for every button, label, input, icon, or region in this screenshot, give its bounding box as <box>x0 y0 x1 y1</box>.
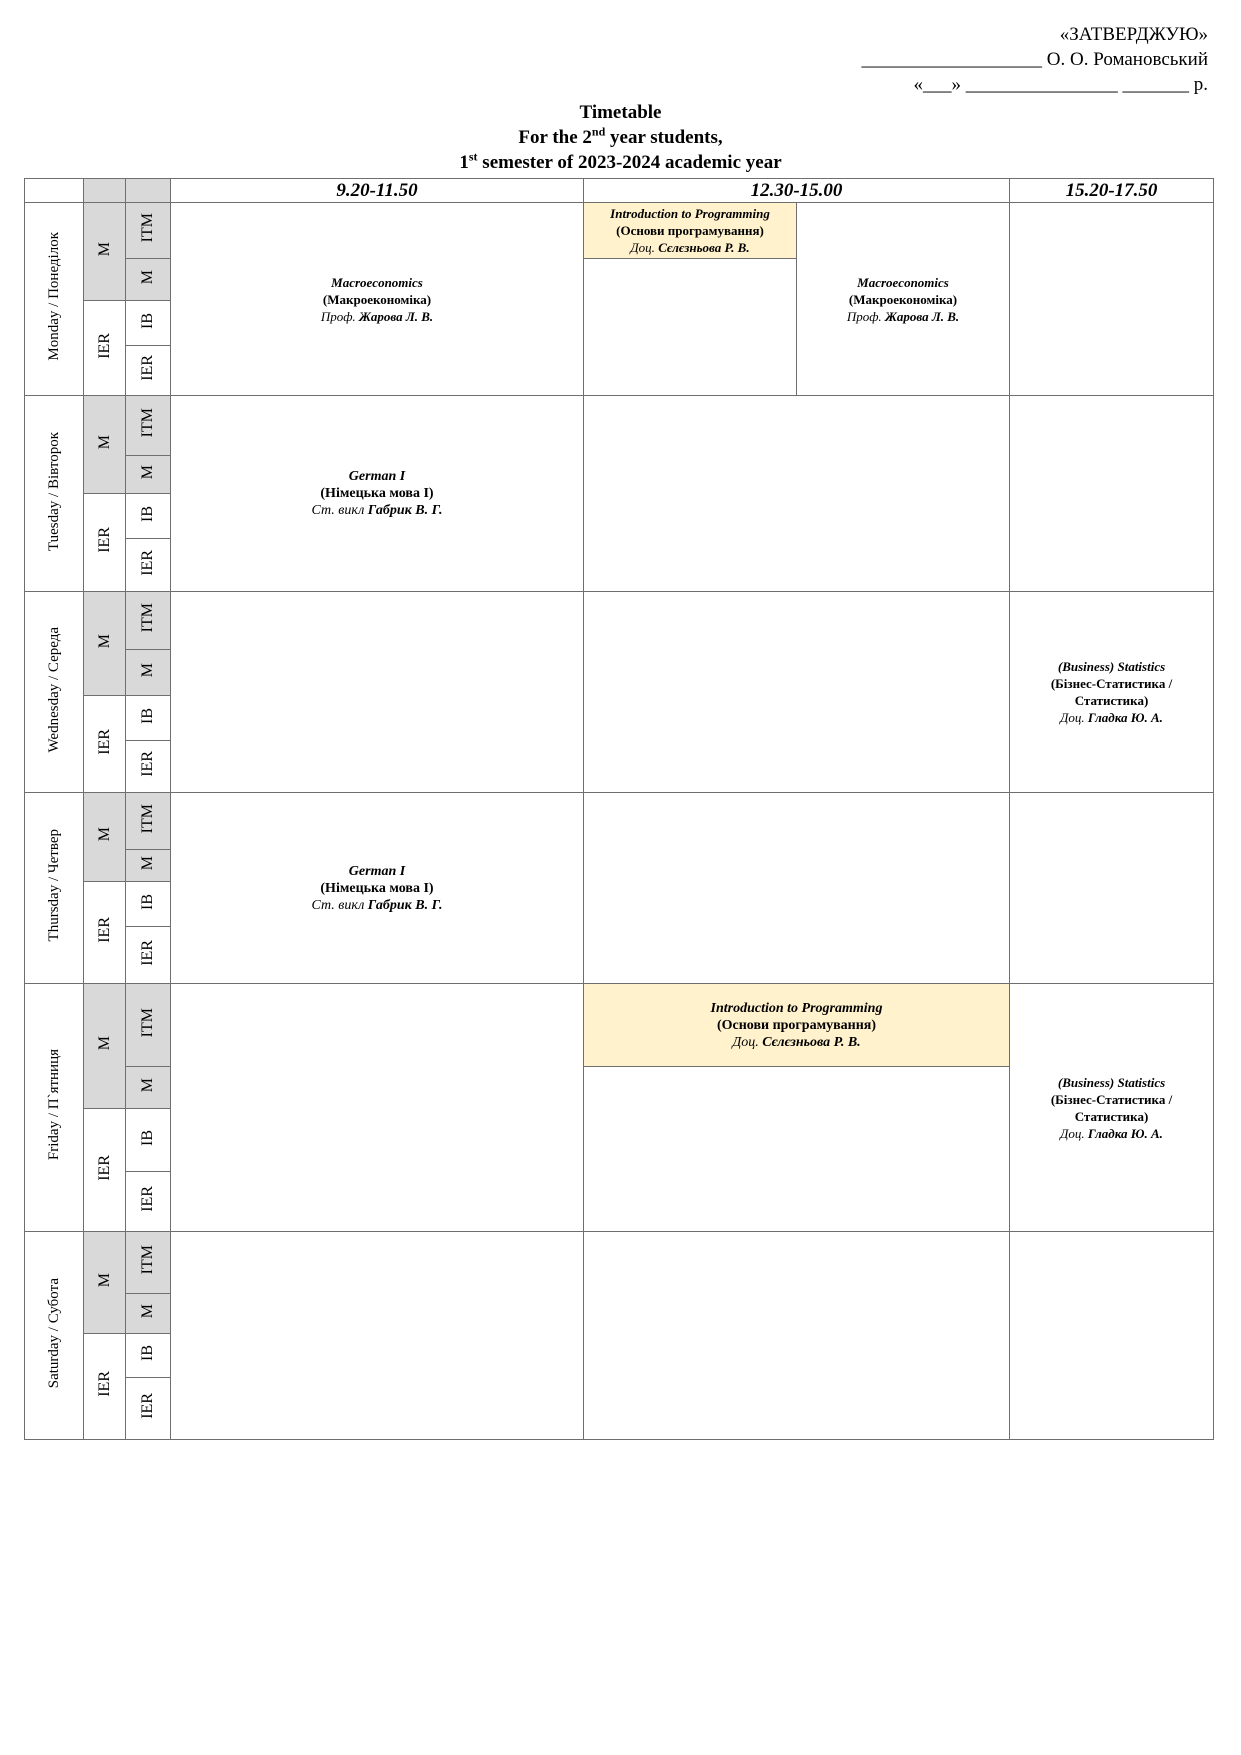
subgroup-itm: ITM <box>126 1232 171 1294</box>
group-ier: IER <box>84 301 126 396</box>
group-m: M <box>84 984 126 1109</box>
group-m: M <box>84 1232 126 1334</box>
approval-block <box>862 22 1208 97</box>
table-row <box>25 984 1214 1067</box>
approval-title: «ЗАТВЕРДЖУЮ» <box>1059 24 1208 45</box>
class-programming-monday: Introduction to Programming (Основи програмування) Доц. Сєлєзньова Р. В. <box>584 203 797 259</box>
table-row <box>25 793 1214 850</box>
empty-slot <box>584 1067 1010 1232</box>
group-ier: IER <box>84 696 126 793</box>
class-programming-friday: Introduction to Programming (Основи програмування) Доц. Сєлєзньова Р. В. <box>584 984 1010 1067</box>
day-tuesday: Tuesday / Вівторок <box>25 396 84 592</box>
group-ier: IER <box>84 882 126 984</box>
group-ier: IER <box>84 1109 126 1232</box>
time-slot-1: 9.20-11.50 <box>171 179 584 203</box>
subgroup-ib: IB <box>126 1109 171 1172</box>
subgroup-itm: ITM <box>126 592 171 650</box>
empty-slot <box>584 793 1010 984</box>
day-saturday: Saturday / Субота <box>25 1232 84 1440</box>
empty-slot <box>171 1232 584 1440</box>
time-slot-2: 12.30-15.00 <box>584 179 1010 203</box>
subgroup-ib: IB <box>126 494 171 539</box>
subgroup-m: M <box>126 650 171 696</box>
title-line-1: Timetable <box>579 102 662 123</box>
subgroup-ier: IER <box>126 927 171 984</box>
subgroup-itm: ITM <box>126 396 171 456</box>
table-row <box>25 396 1214 456</box>
empty-slot <box>1010 793 1214 984</box>
empty-slot <box>171 592 584 793</box>
subgroup-itm: ITM <box>126 203 171 259</box>
day-wednesday: Wednesday / Середа <box>25 592 84 793</box>
subgroup-ib: IB <box>126 696 171 741</box>
table-row <box>25 592 1214 650</box>
subgroup-ib: IB <box>126 882 171 927</box>
class-german-tuesday: German I (Німецька мова I) Ст. викл Габрик В. Г. <box>171 396 584 592</box>
empty-slot <box>1010 396 1214 592</box>
group-m: M <box>84 203 126 301</box>
header-row <box>25 179 1214 203</box>
subgroup-ib: IB <box>126 301 171 346</box>
empty-slot <box>1010 203 1214 396</box>
page-title <box>0 100 1241 175</box>
time-slot-3: 15.20-17.50 <box>1010 179 1214 203</box>
subgroup-ier: IER <box>126 539 171 592</box>
subgroup-m: M <box>126 850 171 882</box>
group-m: M <box>84 396 126 494</box>
empty-slot <box>584 396 1010 592</box>
subgroup-ier: IER <box>126 1172 171 1232</box>
day-thursday: Thursday / Четвер <box>25 793 84 984</box>
class-statistics-friday: (Business) Statistics (Бізнес-Статистика / Статистика) Доц. Гладка Ю. А. <box>1010 984 1214 1232</box>
subgroup-ier: IER <box>126 741 171 793</box>
class-macroeconomics-monday-2: Macroeconomics (Макроекономіка) Проф. Жарова Л. В. <box>797 203 1010 396</box>
subgroup-m: M <box>126 1067 171 1109</box>
empty-slot <box>584 259 797 396</box>
header-subgroup <box>126 179 171 203</box>
subgroup-ier: IER <box>126 1378 171 1440</box>
group-m: M <box>84 592 126 696</box>
subgroup-ier: IER <box>126 346 171 396</box>
timetable <box>24 178 1214 1440</box>
subgroup-m: M <box>126 1294 171 1334</box>
title-line-3: 1st semester of 2023-2024 academic year <box>459 149 782 173</box>
group-m: M <box>84 793 126 882</box>
class-statistics-wednesday: (Business) Statistics (Бізнес-Статистика / Статистика) Доц. Гладка Ю. А. <box>1010 592 1214 793</box>
empty-slot <box>584 1232 1010 1440</box>
day-friday: Friday / П`ятниця <box>25 984 84 1232</box>
empty-slot <box>584 592 1010 793</box>
day-monday: Monday / Понеділок <box>25 203 84 396</box>
class-german-thursday: German I (Німецька мова I) Ст. викл Габрик В. Г. <box>171 793 584 984</box>
group-ier: IER <box>84 494 126 592</box>
empty-slot <box>1010 1232 1214 1440</box>
group-ier: IER <box>84 1334 126 1440</box>
subgroup-ib: IB <box>126 1334 171 1378</box>
subgroup-m: M <box>126 259 171 301</box>
class-macroeconomics-monday-1: Macroeconomics (Макроекономіка) Проф. Жарова Л. В. <box>171 203 584 396</box>
table-row <box>25 203 1214 259</box>
header-blank <box>25 179 84 203</box>
title-line-2: For the 2nd year students, <box>518 124 723 148</box>
subgroup-itm: ITM <box>126 984 171 1067</box>
empty-slot <box>171 984 584 1232</box>
header-group <box>84 179 126 203</box>
subgroup-itm: ITM <box>126 793 171 850</box>
subgroup-m: M <box>126 456 171 494</box>
table-row <box>25 1232 1214 1294</box>
approval-signature-line: ___________________ О. О. Романовський <box>861 49 1208 70</box>
approval-date-line: «___» ________________ _______ р. <box>913 74 1208 95</box>
